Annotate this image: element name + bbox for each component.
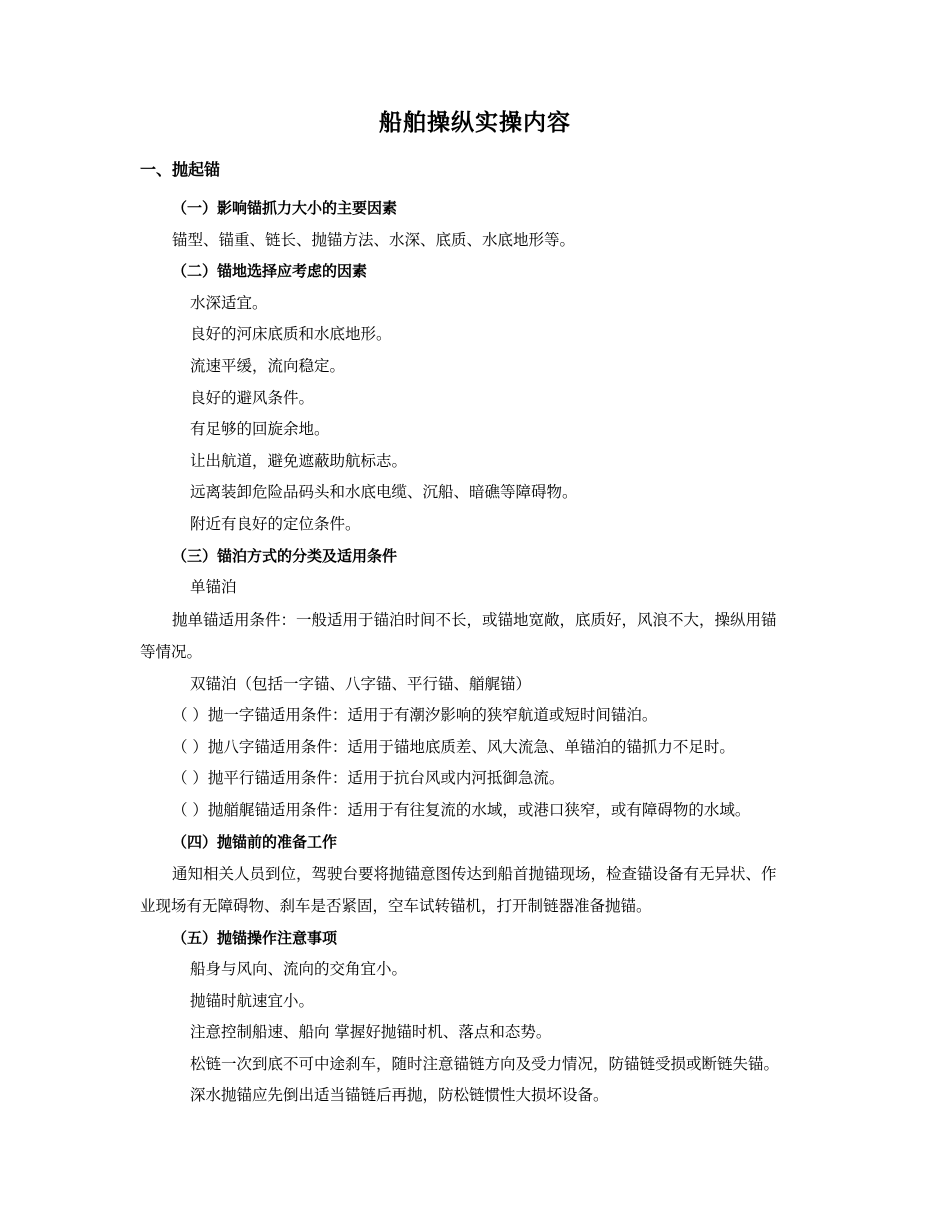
section-heading-anchoring: 一、抛起锚 [140, 160, 221, 179]
paragraph-preparation-line2: 业现场有无障碍物、刹车是否紧固，空车试转锚机，打开制链器准备抛锚。 [140, 897, 652, 915]
list-item: （ ）抛一字锚适用条件：适用于有潮汐影响的狭窄航道或短时间锚泊。 [172, 706, 658, 724]
list-item: （ ）抛八字锚适用条件：适用于锚地底质差、风大流急、单锚泊的锚抓力不足时。 [172, 738, 735, 756]
list-item: 让出航道，避免遮蔽助航标志。 [190, 452, 408, 470]
single-anchor-label: 单锚泊 [190, 578, 237, 596]
paragraph-preparation-line1: 通知相关人员到位，驾驶台要将抛锚意图传达到船首抛锚现场，检查锚设备有无异状、作 [172, 865, 777, 883]
list-item: 松链一次到底不可中途刹车，随时注意锚链方向及受力情况，防锚链受损或断链失锚。 [190, 1055, 780, 1073]
list-item: 有足够的回旋余地。 [190, 420, 330, 438]
list-item: 良好的河床底质和水底地形。 [190, 325, 392, 343]
paragraph-holding-power-factors: 锚型、锚重、链长、抛锚方法、水深、底质、水底地形等。 [172, 231, 576, 249]
document-title: 船舶操纵实操内容 [379, 110, 571, 136]
list-item: 远离装卸危险品码头和水底电缆、沉船、暗礁等障碍物。 [190, 483, 578, 501]
list-item: 抛锚时航速宜小。 [190, 992, 315, 1010]
list-item: 水深适宜。 [190, 294, 268, 312]
list-item: 附近有良好的定位条件。 [190, 515, 361, 533]
list-item: 注意控制船速、船向 掌握好抛锚时机、落点和态势。 [190, 1023, 552, 1041]
subsection-heading-mooring-methods: （三）锚泊方式的分类及适用条件 [172, 547, 398, 565]
subsection-heading-preparation: （四）抛锚前的准备工作 [172, 833, 338, 851]
double-anchor-label: 双锚泊（包括一字锚、八字锚、平行锚、艏艉锚） [190, 675, 532, 693]
list-item: 流速平缓，流向稳定。 [190, 357, 346, 375]
list-item: （ ）抛平行锚适用条件：适用于抗台风或内河抵御急流。 [172, 769, 565, 787]
list-item: （ ）抛艏艉锚适用条件：适用于有往复流的水域，或港口狭窄，或有障碍物的水域。 [172, 801, 751, 819]
list-item: 深水抛锚应先倒出适当锚链后再抛，防松链惯性大损坏设备。 [190, 1086, 609, 1104]
paragraph-single-anchor-line1: 抛单锚适用条件：一般适用于锚泊时间不长，或锚地宽敞，底质好，风浪不大，操纵用锚 [172, 611, 777, 629]
subsection-heading-holding-power: （一）影响锚抓力大小的主要因素 [172, 199, 398, 217]
list-item: 船身与风向、流向的交角宜小。 [190, 960, 408, 978]
subsection-heading-precautions: （五）抛锚操作注意事项 [172, 929, 338, 947]
paragraph-single-anchor-line2: 等情况。 [140, 643, 203, 661]
list-item: 良好的避风条件。 [190, 389, 315, 407]
subsection-heading-anchorage-selection: （二）锚地选择应考虑的因素 [172, 262, 368, 280]
